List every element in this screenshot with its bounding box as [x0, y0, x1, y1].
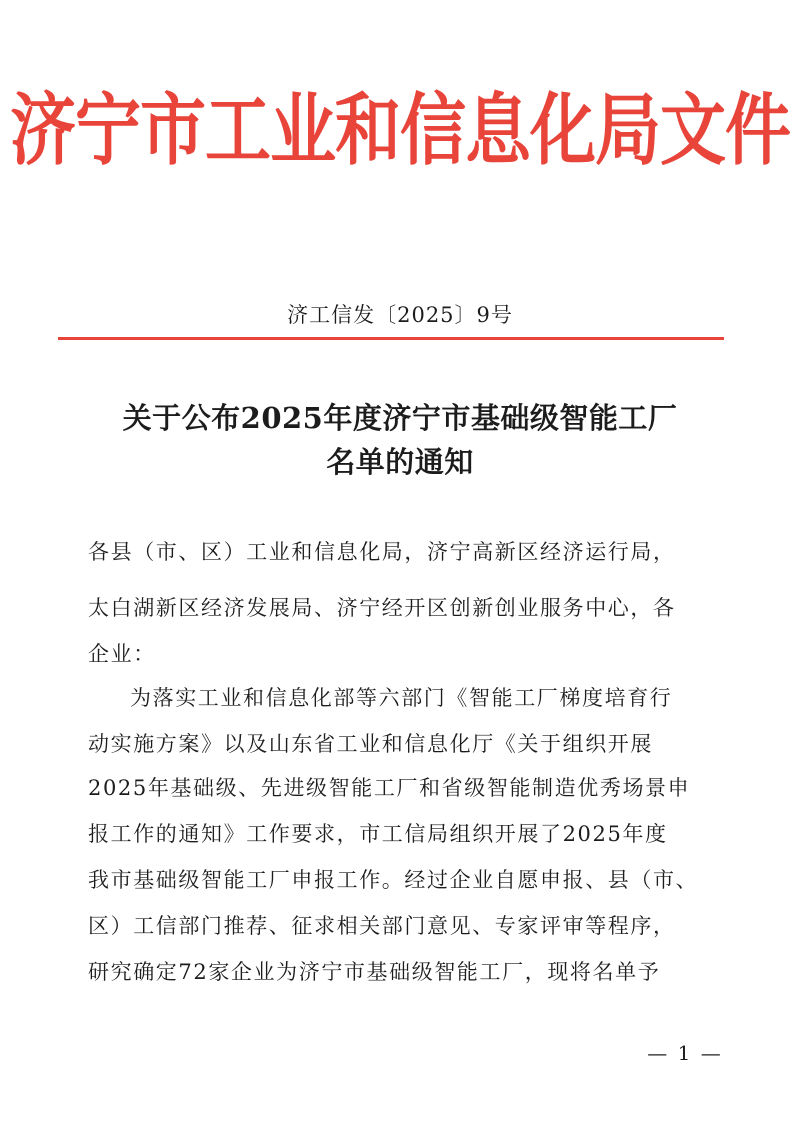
- notice-title: [0, 396, 800, 484]
- body-line-2: 太白湖新区经济发展局、济宁经开区创新创业服务中心，各: [88, 596, 676, 620]
- body-line-5: 动实施方案》以及山东省工业和信息化厅《关于组织开展: [88, 732, 653, 756]
- notice-title-line-1: 关于公布2025年度济宁市基础级智能工厂: [122, 401, 678, 435]
- body-line-10: 研究确定72家企业为济宁市基础级智能工厂，现将名单予: [88, 960, 661, 984]
- body-line-3: 企业：: [88, 642, 156, 666]
- notice-title-line-2: 名单的通知: [326, 445, 474, 479]
- body-line-6: 2025年基础级、先进级智能工厂和省级智能制造优秀场景申: [88, 776, 691, 800]
- document-number: 济工信发〔2025〕9号: [287, 303, 513, 327]
- body-line-9: 区）工信部门推荐、征求相关部门意见、专家评审等程序，: [88, 914, 676, 938]
- body-line-4: 为落实工业和信息化部等六部门《智能工厂梯度培育行: [130, 686, 673, 710]
- body-line-1: 各县（市、区）工业和信息化局，济宁高新区经济运行局，: [88, 540, 676, 564]
- page-number: — 1 —: [647, 1041, 723, 1065]
- red-separator-line: [58, 337, 724, 340]
- body-line-7: 报工作的通知》工作要求，市工信局组织开展了2025年度: [88, 822, 668, 846]
- document-header-title: 济宁市工业和信息化局文件: [10, 84, 790, 176]
- body-line-8: 我市基础级智能工厂申报工作。经过企业自愿申报、县（市、: [88, 868, 699, 892]
